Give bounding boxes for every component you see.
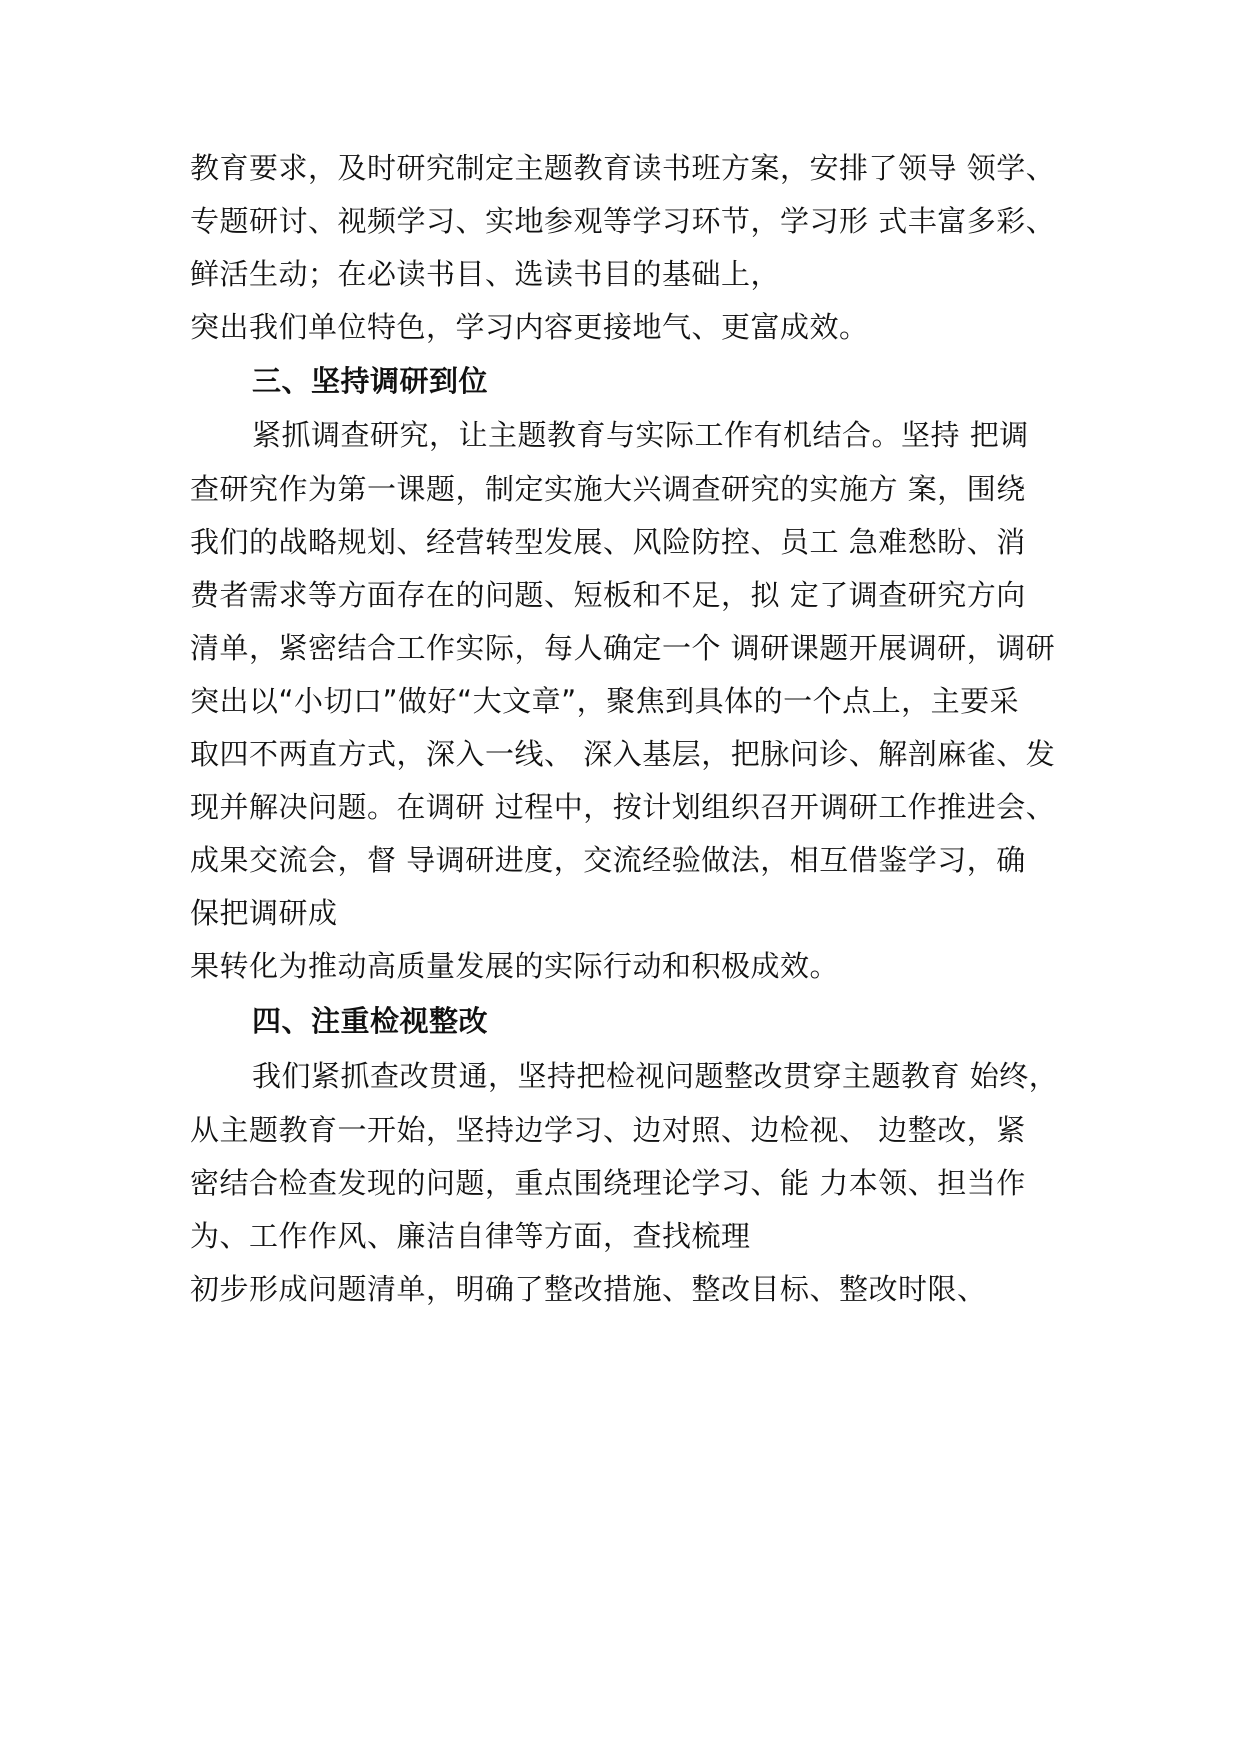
body-text-line: 保把调研成 — [190, 896, 338, 930]
body-text-line: 紧抓调查研究，让主题教育与实际工作有机结合。坚持 把调 — [252, 418, 1029, 452]
section-heading: 四、注重检视整改 — [252, 1004, 489, 1038]
body-text-line: 从主题教育一开始，坚持边学习、边对照、边检视、 边整改，紧 — [190, 1113, 1026, 1147]
body-text-line: 费者需求等方面存在的问题、短板和不足，拟 定了调查研究方向 — [190, 578, 1026, 612]
body-text-line: 突出我们单位特色，学习内容更接地气、更富成效。 — [190, 310, 869, 344]
body-text-line: 专题研讨、视频学习、实地参观等学习环节，学习形 式丰富多彩、 — [190, 204, 1056, 238]
body-text-line: 初步形成问题清单，明确了整改措施、整改目标、整改时限、 — [190, 1272, 987, 1306]
body-text-line: 取四不两直方式，深入一线、 深入基层，把脉问诊、解剖麻雀、发 — [190, 737, 1056, 771]
body-text-line: 我们的战略规划、经营转型发展、风险防控、员工 急难愁盼、消 — [190, 525, 1026, 559]
body-text-line: 突出以“小切口”做好“大文章”，聚焦到具体的一个点上，主要采 — [190, 684, 1020, 718]
body-text-line: 鲜活生动；在必读书目、选读书目的基础上， — [190, 257, 781, 291]
body-text-line: 密结合检查发现的问题，重点围绕理论学习、能 力本领、担当作 — [190, 1166, 1026, 1200]
body-text-line: 查研究作为第一课题，制定实施大兴调查研究的实施方 案，围绕 — [190, 472, 1026, 506]
body-text-line: 果转化为推动高质量发展的实际行动和积极成效。 — [190, 949, 840, 983]
body-text-line: 成果交流会，督 导调研进度，交流经验做法，相互借鉴学习，确 — [190, 843, 1026, 877]
body-text-line: 教育要求，及时研究制定主题教育读书班方案，安排了领导 领学、 — [190, 151, 1056, 185]
section-heading: 三、坚持调研到位 — [252, 364, 489, 398]
body-text-line: 为、工作作风、廉洁自律等方面，查找梳理 — [190, 1219, 751, 1253]
body-text-line: 清单，紧密结合工作实际，每人确定一个 调研课题开展调研，调研 — [190, 631, 1056, 665]
body-text-line: 现并解决问题。在调研 过程中，按计划组织召开调研工作推进会、 — [190, 790, 1056, 824]
body-text-line: 我们紧抓查改贯通，坚持把检视问题整改贯穿主题教育 始终， — [252, 1059, 1059, 1093]
